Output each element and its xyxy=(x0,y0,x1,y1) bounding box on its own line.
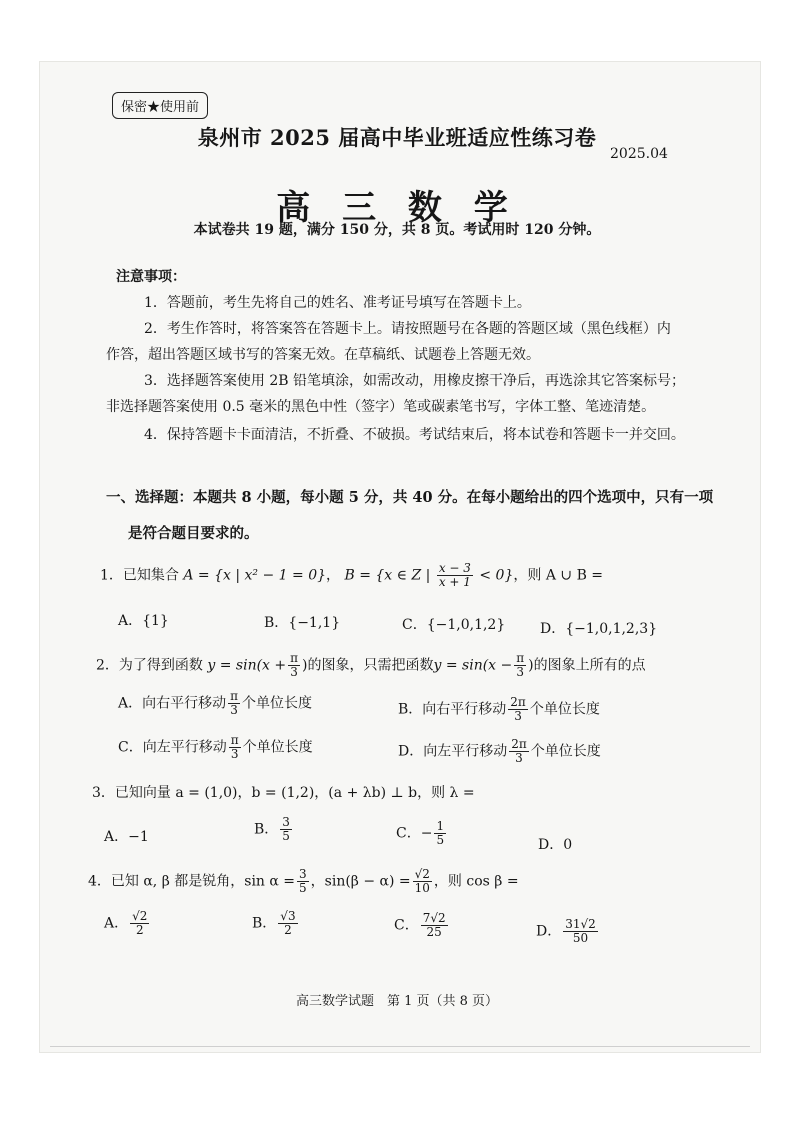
q2-func2: y = sin(x − xyxy=(433,657,513,674)
q4-a-label: A． xyxy=(104,915,129,932)
q2-b-unit: 个单位长度 xyxy=(529,701,600,718)
q4-sin2-den: 10 xyxy=(414,881,430,895)
q4-c-num: 7√2 xyxy=(422,911,446,925)
q3-option-c xyxy=(396,820,448,847)
q2-d-num: 2π xyxy=(511,737,527,751)
q3-option-d: D．0 xyxy=(538,837,573,853)
q2-a-unit: 个单位长度 xyxy=(242,695,313,712)
q1-fraction xyxy=(437,562,473,589)
q2-a-num: π xyxy=(230,689,239,703)
question-4 xyxy=(88,868,519,895)
q2-pi: π xyxy=(290,651,299,665)
q2-option-c xyxy=(118,734,313,761)
q4-a-frac xyxy=(130,910,149,937)
question-2 xyxy=(96,652,646,679)
note-3a: 3．选择题答案使用 2B 铅笔填涂，如需改动，用橡皮擦干净后，再选涂其它答案标号； xyxy=(144,373,686,389)
q2-c-unit: 个单位长度 xyxy=(242,739,313,756)
q2-func1-fraction xyxy=(288,652,300,679)
q2-three-2: 3 xyxy=(516,665,525,679)
q3-c-label: C．− xyxy=(396,825,433,842)
q3-option-a: A．−1 xyxy=(104,829,149,845)
note-4: 4．保持答题卡卡面清洁，不折叠、不破损。考试结束后，将本试卷和答题卡一并交回。 xyxy=(144,427,685,443)
q4-c-label: C． xyxy=(394,917,419,934)
q2-a-pre: A．向右平行移动 xyxy=(118,695,227,712)
note-2a: 2．考生作答时，将答案答在答题卡上。请按照题号在各题的答题区域（黑色线框）内 xyxy=(144,321,671,337)
q2-b-frac xyxy=(508,696,528,723)
q3-c-den: 5 xyxy=(436,833,445,847)
q4-c-den: 25 xyxy=(426,925,442,939)
q2-c-frac xyxy=(229,734,241,761)
q2-a-frac xyxy=(228,690,240,717)
note-2b: 作答，超出答题区域书写的答案无效。在草稿纸、试题卷上答题无效。 xyxy=(106,347,540,363)
exam-subtitle: 泉州市 2025 届高中毕业班适应性练习卷 xyxy=(197,125,597,150)
q4-d-num: 31√2 xyxy=(565,917,596,931)
q4-c-frac xyxy=(421,912,448,939)
q1-frac-numerator: x − 3 xyxy=(438,561,471,575)
q4-a-den: 2 xyxy=(135,923,144,937)
q4-option-b xyxy=(252,910,300,937)
exam-info: 本试卷共 19 题，满分 150 分，共 8 页。考试用时 120 分钟。 xyxy=(193,222,601,238)
section-1-heading-cont: 是符合题目要求的。 xyxy=(128,525,259,542)
q4-option-c xyxy=(394,912,450,939)
q2-mid: 的图象，只需把函数 xyxy=(307,657,434,674)
q4-b-num: √3 xyxy=(280,909,296,923)
q2-paren: ) xyxy=(302,657,308,674)
q4-sin2-num: √2 xyxy=(414,867,430,881)
q2-b-num: 2π xyxy=(510,695,526,709)
bottom-divider xyxy=(50,1046,750,1047)
q4-stem-start: 4．已知 α, β 都是锐角，sin α = xyxy=(88,873,296,890)
q2-b-pre: B．向右平行移动 xyxy=(398,701,507,718)
q2-d-unit: 个单位长度 xyxy=(530,743,601,760)
q2-option-d xyxy=(398,738,601,765)
q2-paren-2: ) xyxy=(528,657,534,674)
q4-b-frac xyxy=(278,910,297,937)
q4-d-frac xyxy=(563,918,598,945)
exam-title: 高 三 数 学 xyxy=(276,188,518,228)
q2-d-frac xyxy=(509,738,529,765)
q4-ask: ，则 cos β = xyxy=(433,873,519,890)
q2-prefix: 2．为了得到函数 xyxy=(96,657,203,674)
q4-option-d xyxy=(536,918,600,945)
q4-b-den: 2 xyxy=(284,923,292,937)
q3-b-frac xyxy=(280,816,292,843)
q4-option-a xyxy=(104,910,151,937)
exam-date: 2025.04 xyxy=(610,146,668,162)
q2-func2-fraction xyxy=(514,652,526,679)
q2-c-den: 3 xyxy=(230,747,239,761)
q3-c-frac xyxy=(434,820,446,847)
confidential-stamp: 保密★使用前 xyxy=(112,92,208,119)
q2-three: 3 xyxy=(290,665,298,679)
q1-option-a: A．{1} xyxy=(118,613,169,629)
q4-sin2-frac xyxy=(413,868,432,895)
q1-set-a: A = {x | x² − 1 = 0} xyxy=(183,567,327,584)
q2-c-num: π xyxy=(230,733,239,747)
q1-set-b-end: < 0} xyxy=(479,567,514,584)
section-1-heading: 一、选择题：本题共 8 小题，每小题 5 分，共 40 分。在每小题给出的四个选项中，只有一项 xyxy=(106,489,714,506)
q2-d-den: 3 xyxy=(515,751,523,765)
q3-b-label: B． xyxy=(254,821,279,838)
q4-mid: ，sin(β − α) = xyxy=(310,873,411,890)
q1-set-b-start: B = {x ∈ Z | xyxy=(344,567,431,584)
q3-b-num: 3 xyxy=(282,815,290,829)
question-1: 1．已知集合 A = {x | x² − 1 = 0}， B = {x ∈ Z | $\frac{x - 3}{x + 1}$ < 0}，则 A ∪ B = xyxy=(100,561,604,589)
q2-b-den: 3 xyxy=(514,709,522,723)
q4-sin-den: 5 xyxy=(299,881,307,895)
q2-option-b xyxy=(398,696,600,723)
q4-sin-frac xyxy=(297,868,309,895)
page-footer: 高三数学试题 第 1 页（共 8 页） xyxy=(295,994,499,1009)
note-3b: 非选择题答案使用 0.5 毫米的黑色中性（签字）笔或碳素笔书写，字体工整、笔迹清楚。 xyxy=(106,399,656,415)
notes-heading: 注意事项： xyxy=(116,269,186,285)
q4-sin-num: 3 xyxy=(299,867,307,881)
q2-option-a xyxy=(118,690,312,717)
question-3: 3．已知向量 a = (1,0)，b = (1,2)，(a + λb) ⊥ b，则 λ = xyxy=(92,785,475,801)
q2-pi-2: π xyxy=(516,651,525,665)
q4-d-label: D． xyxy=(536,923,562,940)
q2-func1: y = sin(x + xyxy=(207,657,287,674)
q3-option-b xyxy=(254,816,294,843)
q1-prefix: 1．已知集合 xyxy=(100,567,179,584)
q2-c-pre: C．向左平行移动 xyxy=(118,739,227,756)
q4-a-num: √2 xyxy=(132,909,148,923)
q2-a-den: 3 xyxy=(230,703,238,717)
q1-option-b: B．{−1,1} xyxy=(264,615,341,631)
q2-suffix: 的图象上所有的点 xyxy=(533,657,646,674)
q1-option-d: D．{−1,0,1,2,3} xyxy=(540,621,658,637)
q2-d-pre: D．向左平行移动 xyxy=(398,743,508,760)
q4-d-den: 50 xyxy=(572,931,589,945)
q1-frac-denominator: x + 1 xyxy=(438,575,471,589)
note-1: 1．答题前，考生先将自己的姓名、准考证号填写在答题卡上。 xyxy=(144,295,531,311)
q3-b-den: 5 xyxy=(282,829,290,843)
q1-ask: ，则 A ∪ B = xyxy=(513,567,604,584)
q3-c-num: 1 xyxy=(436,819,445,833)
q4-b-label: B． xyxy=(252,915,277,932)
q1-option-c: C．{−1,0,1,2} xyxy=(402,617,506,633)
